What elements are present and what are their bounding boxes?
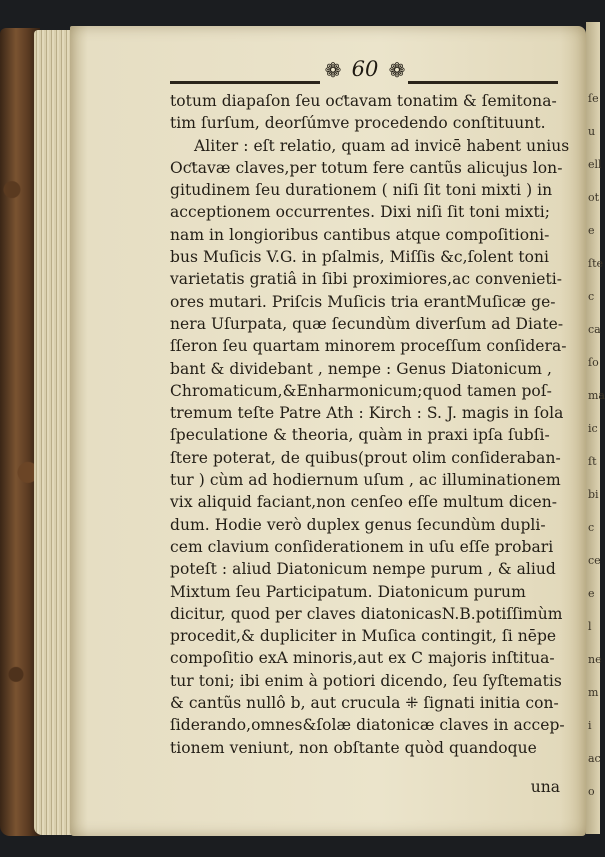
text-line: Oƈtavæ claves,per totum fere cantũs alicujus lon- <box>170 158 563 177</box>
adjacent-page-fragment: bi <box>588 488 599 501</box>
adjacent-page-fragment: i <box>588 719 592 732</box>
text-line: ſpeculatione & theoria, quàm in praxi ipſa ſubſi- <box>170 426 550 445</box>
text-line: tur toni; ibi enim à potiori dicendo, ſeu ſyſtematis <box>170 671 562 690</box>
adjacent-page-fragment: e <box>588 587 595 600</box>
text-line: & cantũs nullô b, aut crucula ⁜ ſignati initia con- <box>170 694 559 713</box>
adjacent-page-fragment: ma <box>588 389 605 402</box>
body-text <box>170 90 570 759</box>
text-line: dum. Hodie verò duplex genus ſecundùm dupli- <box>170 515 546 534</box>
adjacent-page-fragment: ce <box>588 554 601 567</box>
adjacent-page-fragment: ac <box>588 752 601 765</box>
flower-ornament-icon: ❁ <box>324 58 342 82</box>
header-rule-right <box>408 81 558 84</box>
text-line: procedit,& dupliciter in Muſica contingit, ſi nēpe <box>170 627 557 646</box>
adjacent-page-fragment: ſe <box>588 92 599 105</box>
text-line: ſtere poterat, de quibus(prout olim conſideraban- <box>170 448 561 467</box>
text-line: vix aliquid faciant,non cenſeo eſſe multum dicen- <box>170 493 558 512</box>
adjacent-page-fragment: e <box>588 224 595 237</box>
text-line: cem clavium conſiderationem in uſu eſſe probari <box>170 537 554 556</box>
adjacent-page-fragment: ot <box>588 191 600 204</box>
text-line: bant & dividebant , nempe : Genus Diatonicum , <box>170 359 552 378</box>
adjacent-page-fragment: ca <box>588 323 601 336</box>
text-line: poteſt : aliud Diatonicum nempe purum , & aliud <box>170 560 556 579</box>
adjacent-page-fragment: ell <box>588 158 602 171</box>
adjacent-page-fragment: ſo <box>588 356 599 369</box>
text-line: nera Uſurpata, quæ ſecundùm diverſum ad Diate- <box>170 314 564 333</box>
adjacent-page-fragment: ſt <box>588 455 597 468</box>
text-line: nam in longioribus cantibus atque compoſitioni- <box>170 225 550 244</box>
adjacent-page-fragment: ne <box>588 653 602 666</box>
adjacent-page-fragment: c <box>588 290 595 303</box>
adjacent-page-fragment: m <box>588 686 599 699</box>
text-line: tremum teſte Patre Ath : Kirch : S. J. magis in ſola <box>170 404 564 423</box>
text-line: ſiderando,omnes&ſolæ diatonicæ claves in accep- <box>170 716 565 735</box>
adjacent-page-fragment: l <box>588 620 592 633</box>
text-line: varietatis gratiâ in ſibi proximiores,ac convenieti- <box>170 270 563 289</box>
text-line: totum diapaſon ſeu oƈtavam tonatim & ſemitona- <box>170 92 557 110</box>
text-line: compoſitio exA minoris,aut ex C majoris inſtitua- <box>170 649 555 668</box>
text-line: Chromaticum,&Enharmonicum;quod tamen poſ- <box>170 381 552 400</box>
text-line: dicitur, quod per claves diatonicasN.B.potiſſimùm <box>170 604 563 623</box>
text-line: ores mutari. Priſcis Muſicis tria erantMuſicæ ge- <box>170 292 556 311</box>
text-line: tim ſurſum, deorſúmve procedendo conſtituunt. <box>170 114 546 133</box>
text-line: gitudinem ſeu durationem ( niſi ſit toni mixti ) in <box>170 181 553 200</box>
adjacent-page-fragment: ſte <box>588 257 604 270</box>
adjacent-page-fragment: o <box>588 785 595 798</box>
page-number: 60 <box>351 57 379 81</box>
page-header <box>170 57 560 83</box>
adjacent-page-fragment: c <box>588 521 595 534</box>
flower-ornament-icon: ❁ <box>388 58 406 82</box>
adjacent-page-edge <box>586 22 605 834</box>
text-line: tionem veniunt, non obſtante quòd quandoque <box>170 738 537 757</box>
text-line: tur ) cùm ad hodiernum uſum , ac illuminationem <box>170 471 561 490</box>
adjacent-page-fragment: ic <box>588 422 598 435</box>
text-line: acceptionem occurrentes. Dixi niſi ſit toni mixti; <box>170 203 551 222</box>
text-line: Mixtum ſeu Participatum. Diatonicum purum <box>170 582 526 601</box>
adjacent-page-fragment: u <box>588 125 596 138</box>
text-line: bus Muſicis V.G. in pſalmis, Miſſis &c,ſolent toni <box>170 248 550 267</box>
text-line: Aliter : eſt relatio, quam ad invicē habent unius <box>194 136 570 155</box>
text-line: ſſeron ſeu quartam minorem proceſſum conſidera- <box>170 337 567 356</box>
catchword: una <box>530 778 560 796</box>
header-rule-left <box>170 81 320 84</box>
